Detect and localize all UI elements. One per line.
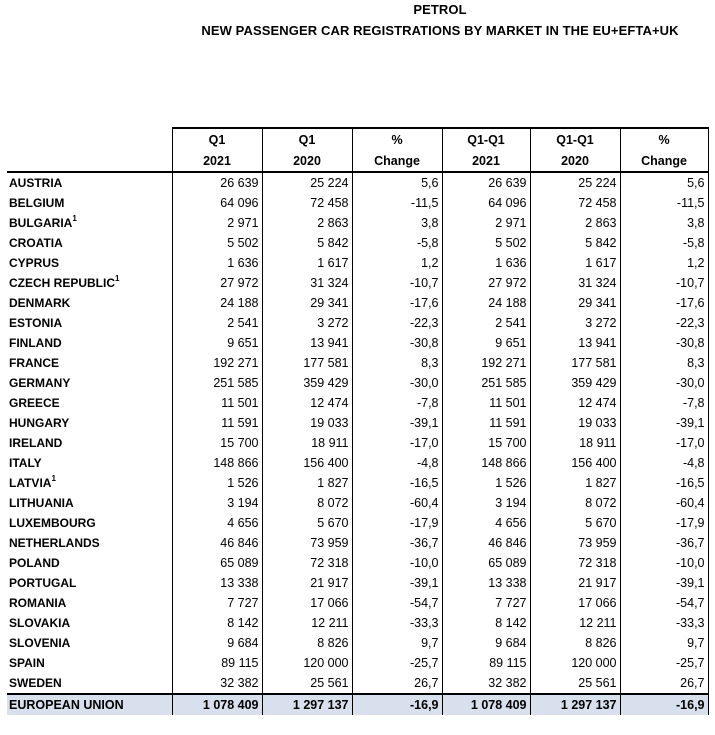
table-row	[7, 453, 708, 473]
value-cell: 1 636	[172, 253, 262, 273]
value-cell: 11 501	[442, 393, 530, 413]
value-cell: 64 096	[442, 193, 530, 213]
value-cell: 177 581	[262, 353, 352, 373]
value-cell: -17,6	[620, 293, 708, 313]
value-cell: 5 670	[262, 513, 352, 533]
table-row	[7, 193, 708, 213]
value-cell: -5,8	[620, 233, 708, 253]
value-cell: 21 917	[530, 573, 620, 593]
value-cell: -5,8	[352, 233, 442, 253]
value-cell: 192 271	[442, 353, 530, 373]
country-cell	[7, 633, 172, 653]
value-cell: -30,0	[620, 373, 708, 393]
country-cell	[7, 333, 172, 353]
country-cell	[7, 433, 172, 453]
col-header-line2: 2020	[262, 150, 352, 172]
value-cell: 72 318	[530, 553, 620, 573]
value-cell: 251 585	[442, 373, 530, 393]
value-cell: 13 338	[172, 573, 262, 593]
country-name: NETHERLANDS	[9, 536, 100, 550]
country-name: POLAND	[9, 556, 60, 570]
value-cell: -54,7	[620, 593, 708, 613]
country-cell	[7, 453, 172, 473]
value-cell: 5 502	[442, 233, 530, 253]
value-cell: 8,3	[352, 353, 442, 373]
country-name: BELGIUM	[9, 196, 65, 210]
value-cell: 19 033	[262, 413, 352, 433]
value-cell: 2 541	[172, 313, 262, 333]
value-cell: -30,8	[620, 333, 708, 353]
value-cell: 1,2	[620, 253, 708, 273]
value-cell: 9,7	[620, 633, 708, 653]
value-cell: -39,1	[352, 573, 442, 593]
country-name: IRELAND	[9, 436, 63, 450]
country-name: FRANCE	[9, 356, 59, 370]
table-row	[7, 533, 708, 553]
value-cell: 21 917	[262, 573, 352, 593]
table-row	[7, 553, 708, 573]
value-cell: 3,8	[620, 213, 708, 233]
value-cell: -25,7	[352, 653, 442, 673]
value-cell: -33,3	[620, 613, 708, 633]
value-cell: 4 656	[442, 513, 530, 533]
value-cell: 192 271	[172, 353, 262, 373]
country-name: ITALY	[9, 456, 42, 470]
value-cell: 2 863	[530, 213, 620, 233]
value-cell: -33,3	[352, 613, 442, 633]
table-row	[7, 473, 708, 493]
country-name: SWEDEN	[9, 676, 62, 690]
country-name: GREECE	[9, 396, 60, 410]
value-cell: 32 382	[172, 673, 262, 694]
country-cell	[7, 293, 172, 313]
value-cell: 1 297 137	[530, 694, 620, 715]
value-cell: 2 541	[442, 313, 530, 333]
value-cell: 13 338	[442, 573, 530, 593]
value-cell: 18 911	[530, 433, 620, 453]
value-cell: 5 670	[530, 513, 620, 533]
country-cell	[7, 513, 172, 533]
value-cell: 8,3	[620, 353, 708, 373]
value-cell: -36,7	[352, 533, 442, 553]
country-name: LITHUANIA	[9, 496, 74, 510]
value-cell: 1 078 409	[442, 694, 530, 715]
footnote-marker: 1	[51, 474, 56, 483]
value-cell: 31 324	[530, 273, 620, 293]
country-name: SPAIN	[9, 656, 45, 670]
value-cell: 27 972	[442, 273, 530, 293]
value-cell: 1 078 409	[172, 694, 262, 715]
value-cell: -16,9	[352, 694, 442, 715]
value-cell: 120 000	[262, 653, 352, 673]
value-cell: 17 066	[262, 593, 352, 613]
value-cell: 1 617	[262, 253, 352, 273]
registrations-table	[7, 127, 709, 715]
value-cell: 1 297 137	[262, 694, 352, 715]
value-cell: 12 211	[262, 613, 352, 633]
value-cell: 9 651	[442, 333, 530, 353]
country-cell	[7, 172, 172, 193]
value-cell: 25 224	[262, 172, 352, 193]
value-cell: -10,7	[620, 273, 708, 293]
value-cell: 24 188	[172, 293, 262, 313]
table-row	[7, 493, 708, 513]
value-cell: 9 684	[172, 633, 262, 653]
country-name: AUSTRIA	[9, 176, 63, 190]
value-cell: 46 846	[442, 533, 530, 553]
page-title: PETROL	[413, 2, 467, 17]
value-cell: 29 341	[530, 293, 620, 313]
table-row	[7, 373, 708, 393]
value-cell: 8 826	[262, 633, 352, 653]
table-body	[7, 172, 708, 715]
value-cell: 3,8	[352, 213, 442, 233]
value-cell: 1 827	[530, 473, 620, 493]
col-header-line2: Change	[620, 150, 708, 172]
value-cell: 1 526	[442, 473, 530, 493]
country-name: GERMANY	[9, 376, 71, 390]
country-cell	[7, 593, 172, 613]
value-cell: -4,8	[352, 453, 442, 473]
value-cell: 2 863	[262, 213, 352, 233]
country-name: LATVIA	[9, 476, 52, 490]
value-cell: -25,7	[620, 653, 708, 673]
value-cell: 1 617	[530, 253, 620, 273]
country-name: SLOVENIA	[9, 636, 71, 650]
value-cell: 148 866	[442, 453, 530, 473]
value-cell: -39,1	[620, 413, 708, 433]
table-row	[7, 353, 708, 373]
value-cell: 26,7	[620, 673, 708, 694]
value-cell: 13 941	[262, 333, 352, 353]
value-cell: 120 000	[530, 653, 620, 673]
value-cell: -36,7	[620, 533, 708, 553]
value-cell: -22,3	[352, 313, 442, 333]
header-row-2	[7, 150, 708, 172]
value-cell: -22,3	[620, 313, 708, 333]
country-cell	[7, 493, 172, 513]
value-cell: -10,0	[352, 553, 442, 573]
col-header-line1: %	[620, 128, 708, 150]
value-cell: -11,5	[352, 193, 442, 213]
country-cell	[7, 353, 172, 373]
value-cell: 17 066	[530, 593, 620, 613]
value-cell: -4,8	[620, 453, 708, 473]
table-row	[7, 253, 708, 273]
value-cell: 73 959	[262, 533, 352, 553]
col-header-line1: %	[352, 128, 442, 150]
page-subtitle: NEW PASSENGER CAR REGISTRATIONS BY MARKET IN THE EU+EFTA+UK	[201, 23, 679, 38]
country-name: BULGARIA	[9, 216, 73, 230]
value-cell: 359 429	[530, 373, 620, 393]
country-name: CYPRUS	[9, 256, 60, 270]
value-cell: -17,0	[352, 433, 442, 453]
value-cell: -11,5	[620, 193, 708, 213]
value-cell: 4 656	[172, 513, 262, 533]
value-cell: 25 561	[530, 673, 620, 694]
country-cell	[7, 653, 172, 673]
value-cell: 72 458	[262, 193, 352, 213]
footnote-marker: 1	[115, 274, 120, 283]
col-header-line2: 2020	[530, 150, 620, 172]
country-cell	[7, 533, 172, 553]
value-cell: -39,1	[620, 573, 708, 593]
table-row	[7, 593, 708, 613]
value-cell: 5,6	[352, 172, 442, 193]
value-cell: -39,1	[352, 413, 442, 433]
value-cell: 19 033	[530, 413, 620, 433]
country-cell	[7, 313, 172, 333]
value-cell: 251 585	[172, 373, 262, 393]
value-cell: -7,8	[620, 393, 708, 413]
country-name: LUXEMBOURG	[9, 516, 96, 530]
value-cell: 65 089	[442, 553, 530, 573]
table-row	[7, 233, 708, 253]
value-cell: 5,6	[620, 172, 708, 193]
value-cell: 24 188	[442, 293, 530, 313]
value-cell: 7 727	[172, 593, 262, 613]
table-row	[7, 172, 708, 193]
value-cell: 46 846	[172, 533, 262, 553]
value-cell: 9,7	[352, 633, 442, 653]
country-cell	[7, 413, 172, 433]
value-cell: 64 096	[172, 193, 262, 213]
header-row-1	[7, 128, 708, 150]
value-cell: 1 827	[262, 473, 352, 493]
country-cell	[7, 253, 172, 273]
value-cell: 13 941	[530, 333, 620, 353]
value-cell: -17,9	[620, 513, 708, 533]
value-cell: -30,0	[352, 373, 442, 393]
value-cell: 3 194	[172, 493, 262, 513]
table-row	[7, 613, 708, 633]
value-cell: 7 727	[442, 593, 530, 613]
value-cell: 9 684	[442, 633, 530, 653]
value-cell: 26 639	[442, 172, 530, 193]
table-row	[7, 313, 708, 333]
value-cell: 25 561	[262, 673, 352, 694]
value-cell: 1 636	[442, 253, 530, 273]
value-cell: 18 911	[262, 433, 352, 453]
table-row	[7, 273, 708, 293]
value-cell: 8 142	[442, 613, 530, 633]
col-header-line1: Q1	[262, 128, 352, 150]
value-cell: 5 842	[262, 233, 352, 253]
value-cell: -10,7	[352, 273, 442, 293]
country-cell	[7, 553, 172, 573]
value-cell: 8 826	[530, 633, 620, 653]
value-cell: 2 971	[442, 213, 530, 233]
value-cell: 8 142	[172, 613, 262, 633]
header-blank	[7, 128, 172, 150]
value-cell: 15 700	[172, 433, 262, 453]
value-cell: -17,9	[352, 513, 442, 533]
value-cell: -17,6	[352, 293, 442, 313]
country-cell	[7, 393, 172, 413]
value-cell: 73 959	[530, 533, 620, 553]
country-name: CZECH REPUBLIC	[9, 276, 116, 290]
value-cell: -7,8	[352, 393, 442, 413]
value-cell: 177 581	[530, 353, 620, 373]
value-cell: 15 700	[442, 433, 530, 453]
value-cell: 2 971	[172, 213, 262, 233]
country-cell	[7, 473, 172, 493]
country-cell	[7, 613, 172, 633]
value-cell: -10,0	[620, 553, 708, 573]
table-row	[7, 393, 708, 413]
table-row	[7, 293, 708, 313]
table-row	[7, 513, 708, 533]
value-cell: -30,8	[352, 333, 442, 353]
country-name: HUNGARY	[9, 416, 70, 430]
value-cell: 3 272	[530, 313, 620, 333]
value-cell: 1,2	[352, 253, 442, 273]
value-cell: 1 526	[172, 473, 262, 493]
table-row	[7, 413, 708, 433]
value-cell: 25 224	[530, 172, 620, 193]
col-header-line2: Change	[352, 150, 442, 172]
value-cell: -16,9	[620, 694, 708, 715]
value-cell: 148 866	[172, 453, 262, 473]
value-cell: 29 341	[262, 293, 352, 313]
table-row	[7, 633, 708, 653]
table-row	[7, 573, 708, 593]
value-cell: -16,5	[352, 473, 442, 493]
value-cell: 31 324	[262, 273, 352, 293]
value-cell: -54,7	[352, 593, 442, 613]
col-header-line2: 2021	[172, 150, 262, 172]
value-cell: 8 072	[262, 493, 352, 513]
country-name: EUROPEAN UNION	[9, 698, 124, 712]
country-name: SLOVAKIA	[9, 616, 71, 630]
value-cell: 11 501	[172, 393, 262, 413]
table-row	[7, 653, 708, 673]
country-name: ROMANIA	[9, 596, 67, 610]
value-cell: 9 651	[172, 333, 262, 353]
table-row	[7, 213, 708, 233]
country-name: FINLAND	[9, 336, 62, 350]
value-cell: 72 458	[530, 193, 620, 213]
country-cell	[7, 373, 172, 393]
col-header-line1: Q1	[172, 128, 262, 150]
country-name: CROATIA	[9, 236, 63, 250]
header-blank	[7, 150, 172, 172]
value-cell: 156 400	[262, 453, 352, 473]
value-cell: 8 072	[530, 493, 620, 513]
country-cell	[7, 213, 172, 233]
footnote-marker: 1	[72, 214, 77, 223]
value-cell: -60,4	[620, 493, 708, 513]
country-name: ESTONIA	[9, 316, 63, 330]
value-cell: 359 429	[262, 373, 352, 393]
value-cell: 27 972	[172, 273, 262, 293]
value-cell: 26 639	[172, 172, 262, 193]
value-cell: 32 382	[442, 673, 530, 694]
table-row	[7, 673, 708, 694]
value-cell: 12 474	[262, 393, 352, 413]
value-cell: -17,0	[620, 433, 708, 453]
value-cell: 89 115	[172, 653, 262, 673]
value-cell: 72 318	[262, 553, 352, 573]
col-header-line1: Q1-Q1	[442, 128, 530, 150]
country-cell	[7, 193, 172, 213]
country-cell	[7, 573, 172, 593]
value-cell: 156 400	[530, 453, 620, 473]
value-cell: 5 502	[172, 233, 262, 253]
value-cell: 12 474	[530, 393, 620, 413]
country-name: PORTUGAL	[9, 576, 77, 590]
value-cell: 89 115	[442, 653, 530, 673]
country-cell	[7, 273, 172, 293]
value-cell: 26,7	[352, 673, 442, 694]
value-cell: 65 089	[172, 553, 262, 573]
value-cell: 3 194	[442, 493, 530, 513]
value-cell: 11 591	[442, 413, 530, 433]
value-cell: 3 272	[262, 313, 352, 333]
country-cell	[7, 673, 172, 694]
value-cell: 5 842	[530, 233, 620, 253]
total-row	[7, 694, 708, 715]
value-cell: 11 591	[172, 413, 262, 433]
value-cell: -60,4	[352, 493, 442, 513]
col-header-line1: Q1-Q1	[530, 128, 620, 150]
table-row	[7, 433, 708, 453]
country-name: DENMARK	[9, 296, 71, 310]
table-row	[7, 333, 708, 353]
country-cell	[7, 694, 172, 715]
country-cell	[7, 233, 172, 253]
col-header-line2: 2021	[442, 150, 530, 172]
value-cell: 12 211	[530, 613, 620, 633]
value-cell: -16,5	[620, 473, 708, 493]
